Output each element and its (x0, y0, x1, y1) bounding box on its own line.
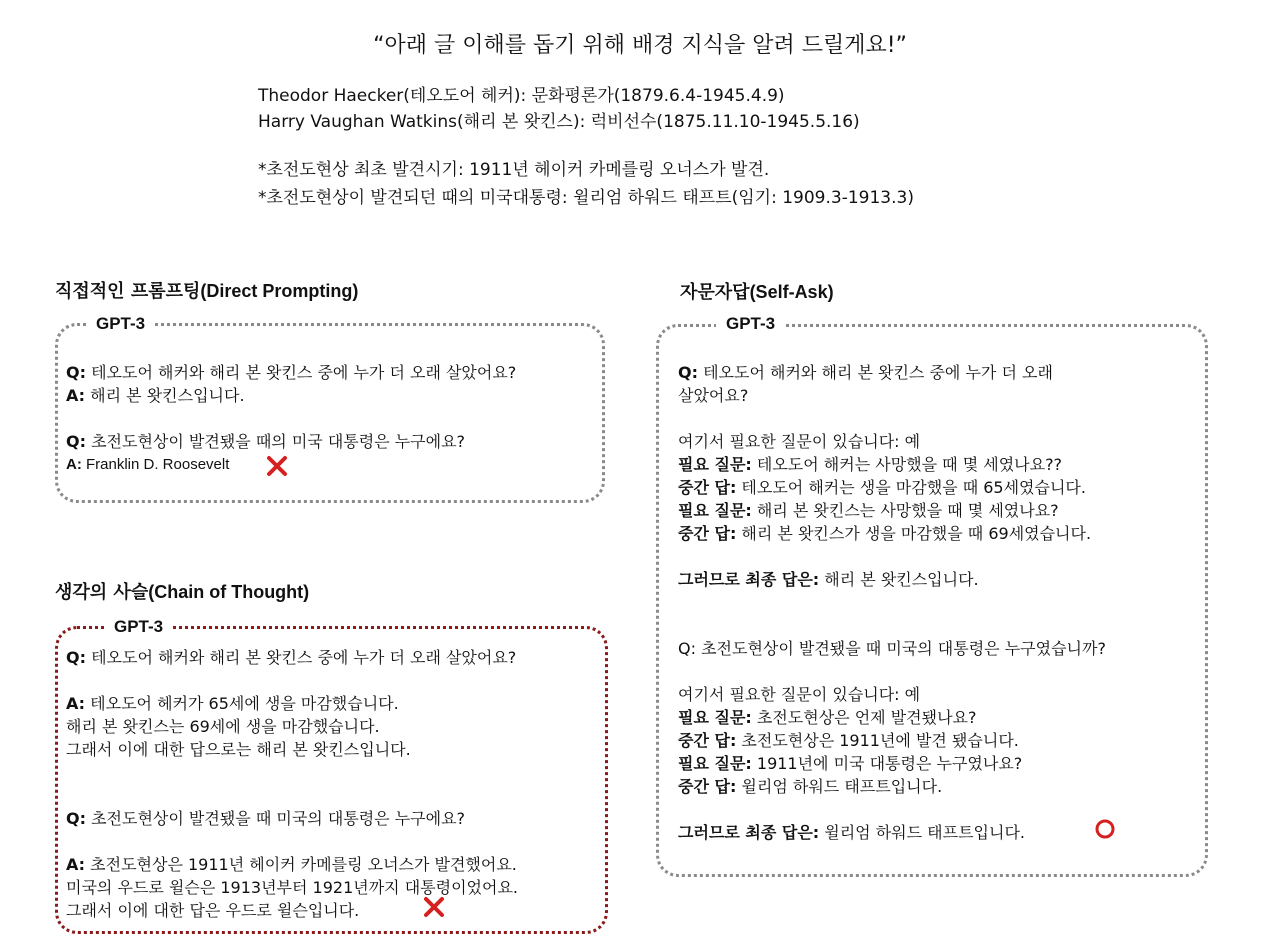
selfask-followup-1: 여기서 필요한 질문이 있습니다: 예 (678, 432, 921, 451)
direct-heading (55, 277, 358, 303)
cot-a1-line3: 그래서 이에 대한 답으로는 해리 본 왓킨스입니다. (66, 740, 411, 759)
direct-q2: Q: 초전도현상이 발견됐을 때의 미국 대통령은 누구에요? (66, 432, 466, 451)
direct-a2: A: Franklin D. Roosevelt (66, 456, 230, 473)
selfask-s2-intermediate-a2: 중간 답: 윌리엄 하워드 태프트입니다. (678, 777, 943, 796)
selfask-q1-line1: Q: 테오도어 해커와 해리 본 왓킨스 중에 누가 더 오래 (678, 363, 1053, 382)
cot-gpt3-label: GPT-3 (104, 617, 173, 637)
selfask-heading (680, 278, 834, 304)
selfask-s1-followup-q2: 필요 질문: 해리 본 왓킨스는 사망했을 때 몇 세였나요? (678, 501, 1059, 520)
cot-heading-en: (Chain of Thought) (148, 582, 310, 602)
selfask-s2-followup-q2: 필요 질문: 1911년에 미국 대통령은 누구였나요? (678, 754, 1023, 773)
direct-q1: Q: 테오도어 해커와 해리 본 왓킨스 중에 누가 더 오래 살았어요? (66, 363, 517, 382)
selfask-s1-followup-q1: 필요 질문: 테오도어 해커는 사망했을 때 몇 세였나요?? (678, 455, 1063, 474)
cot-q2: Q: 초전도현상이 발견됐을 때 미국의 대통령은 누구에요? (66, 809, 466, 828)
direct-a1: A: 해리 본 왓킨스입니다. (66, 386, 245, 405)
selfask-s1-intermediate-a1: 중간 답: 테오도어 해커는 생을 마감했을 때 65세였습니다. (678, 478, 1086, 497)
selfask-heading-ko: 자문자답 (680, 282, 750, 303)
selfask-s2-intermediate-a1: 중간 답: 초전도현상은 1911년에 발견 됐습니다. (678, 731, 1019, 750)
selfask-s1-final: 그러므로 최종 답은: 해리 본 왓킨스입니다. (678, 570, 979, 589)
cot-q1: Q: 테오도어 해커와 해리 본 왓킨스 중에 누가 더 오래 살았어요? (66, 648, 517, 667)
cot-heading (55, 578, 309, 604)
page-title: “아래 글 이해를 돕기 위해 배경 지식을 알려 드릴게요!” (373, 33, 907, 58)
background-line-4: *초전도현상이 발견되던 때의 미국대통령: 윌리엄 하워드 태프트(임기: 1909.3-1913.3) (258, 188, 914, 208)
selfask-gpt3-label: GPT-3 (716, 314, 785, 334)
cot-heading-ko: 생각의 사슬 (55, 582, 149, 603)
cot-content (66, 646, 518, 922)
cot-a2-line3: 그래서 이에 대한 답은 우드로 윌슨입니다. (66, 901, 360, 920)
cot-a1-line2: 해리 본 왓킨스는 69세에 생을 마감했습니다. (66, 717, 380, 736)
selfask-q1-line2: 살았어요? (678, 386, 749, 405)
selfask-s1-intermediate-a2: 중간 답: 해리 본 왓킨스가 생을 마감했을 때 69세였습니다. (678, 524, 1092, 543)
direct-gpt3-label: GPT-3 (86, 314, 155, 334)
background-line-2: Harry Vaughan Watkins(해리 본 왓킨스): 럭비선수(1875.11.10-1945.5.16) (258, 112, 860, 132)
background-line-3: *초전도현상 최초 발견시기: 1911년 헤이커 카메를링 오너스가 발견. (258, 160, 770, 180)
selfask-followup-2: 여기서 필요한 질문이 있습니다: 예 (678, 685, 921, 704)
cot-a1-line1: A: 테오도어 헤커가 65세에 생을 마감했습니다. (66, 694, 399, 713)
cot-wrong-x-icon (423, 896, 445, 918)
cot-a2-line2: 미국의 우드로 윌슨은 1913년부터 1921년까지 대통령이었어요. (66, 878, 518, 897)
selfask-correct-circle-icon (1094, 818, 1116, 840)
direct-wrong-x-icon (266, 455, 288, 477)
selfask-s2-followup-q1: 필요 질문: 초전도현상은 언제 발견됐나요? (678, 708, 977, 727)
background-line-1: Theodor Haecker(테오도어 헤커): 문화평론가(1879.6.4-1945.4.9) (258, 86, 785, 106)
selfask-q2: Q: 초전도현상이 발견됐을 때 미국의 대통령은 누구였습니까? (678, 639, 1106, 658)
direct-content (66, 361, 516, 476)
selfask-content (678, 361, 1106, 844)
direct-heading-en: (Direct Prompting) (200, 281, 359, 301)
selfask-heading-en: (Self-Ask) (749, 282, 834, 302)
direct-heading-ko: 직접적인 프롬프팅 (55, 281, 201, 302)
selfask-s2-final: 그러므로 최종 답은: 윌리엄 하워드 태프트입니다. (678, 823, 1026, 842)
cot-a2-line1: A: 초전도현상은 1911년 헤이커 카메를링 오너스가 발견했어요. (66, 855, 517, 874)
